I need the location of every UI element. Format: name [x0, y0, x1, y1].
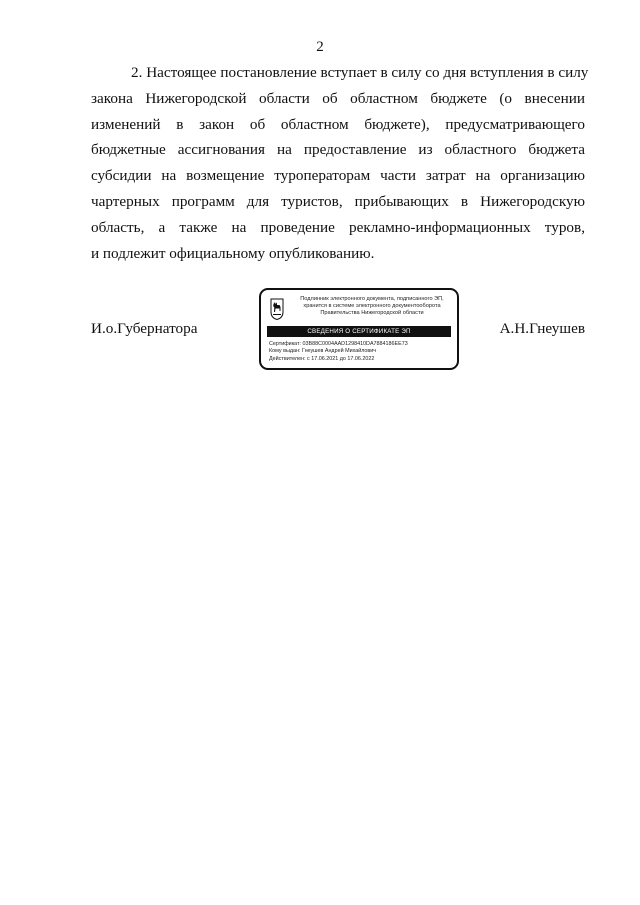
paragraph-line: 2. Настоящее постановление вступает в силу со дня вступления в силу [131, 64, 589, 81]
certificate-number: Сертификат: 03B88C0004AAD1298410DA7884186EE73 [269, 341, 408, 347]
signer-position: И.о.Губернатора [91, 320, 198, 337]
certificate-validity: Действителен: с 17.06.2021 до 17.06.2022 [269, 355, 375, 362]
e-signature-stamp [259, 288, 459, 370]
signer-name: А.Н.Гнеушев [499, 320, 585, 337]
stamp-details [269, 341, 455, 363]
paragraph-line: область, а также на проведение рекламно-информационных туров, [91, 218, 585, 236]
stamp-header-line: Подлинник электронного документа, подписанного ЭП, [300, 296, 444, 302]
paragraph-line: закона Нижегородской области об областном бюджете (о внесении [91, 89, 585, 107]
stamp-title: СВЕДЕНИЯ О СЕРТИФИКАТЕ ЭП [267, 326, 451, 337]
stamp-header [289, 296, 455, 317]
paragraph-line: изменений в закон об областном бюджете), предусматривающего [91, 115, 585, 133]
paragraph-line: и подлежит официальному опубликованию. [91, 244, 375, 262]
stamp-header-line: Правительства Нижегородской области [320, 310, 424, 316]
certificate-owner: Кому выдан: Гнеушев Андрей Михайлович [269, 348, 377, 355]
paragraph-line: бюджетные ассигнования на предоставление из областного бюджета [91, 141, 585, 159]
stamp-header-line: хранится в системе электронного документооборота [303, 303, 441, 309]
paragraph-line: субсидии на возмещение туроператорам части затрат на организацию [91, 167, 585, 185]
paragraph-line: чартерных программ для туристов, прибывающих в Нижегородскую [91, 192, 585, 210]
page-number: 2 [316, 39, 324, 55]
coat-of-arms-deer-icon [270, 298, 284, 320]
body-paragraph [91, 60, 589, 266]
